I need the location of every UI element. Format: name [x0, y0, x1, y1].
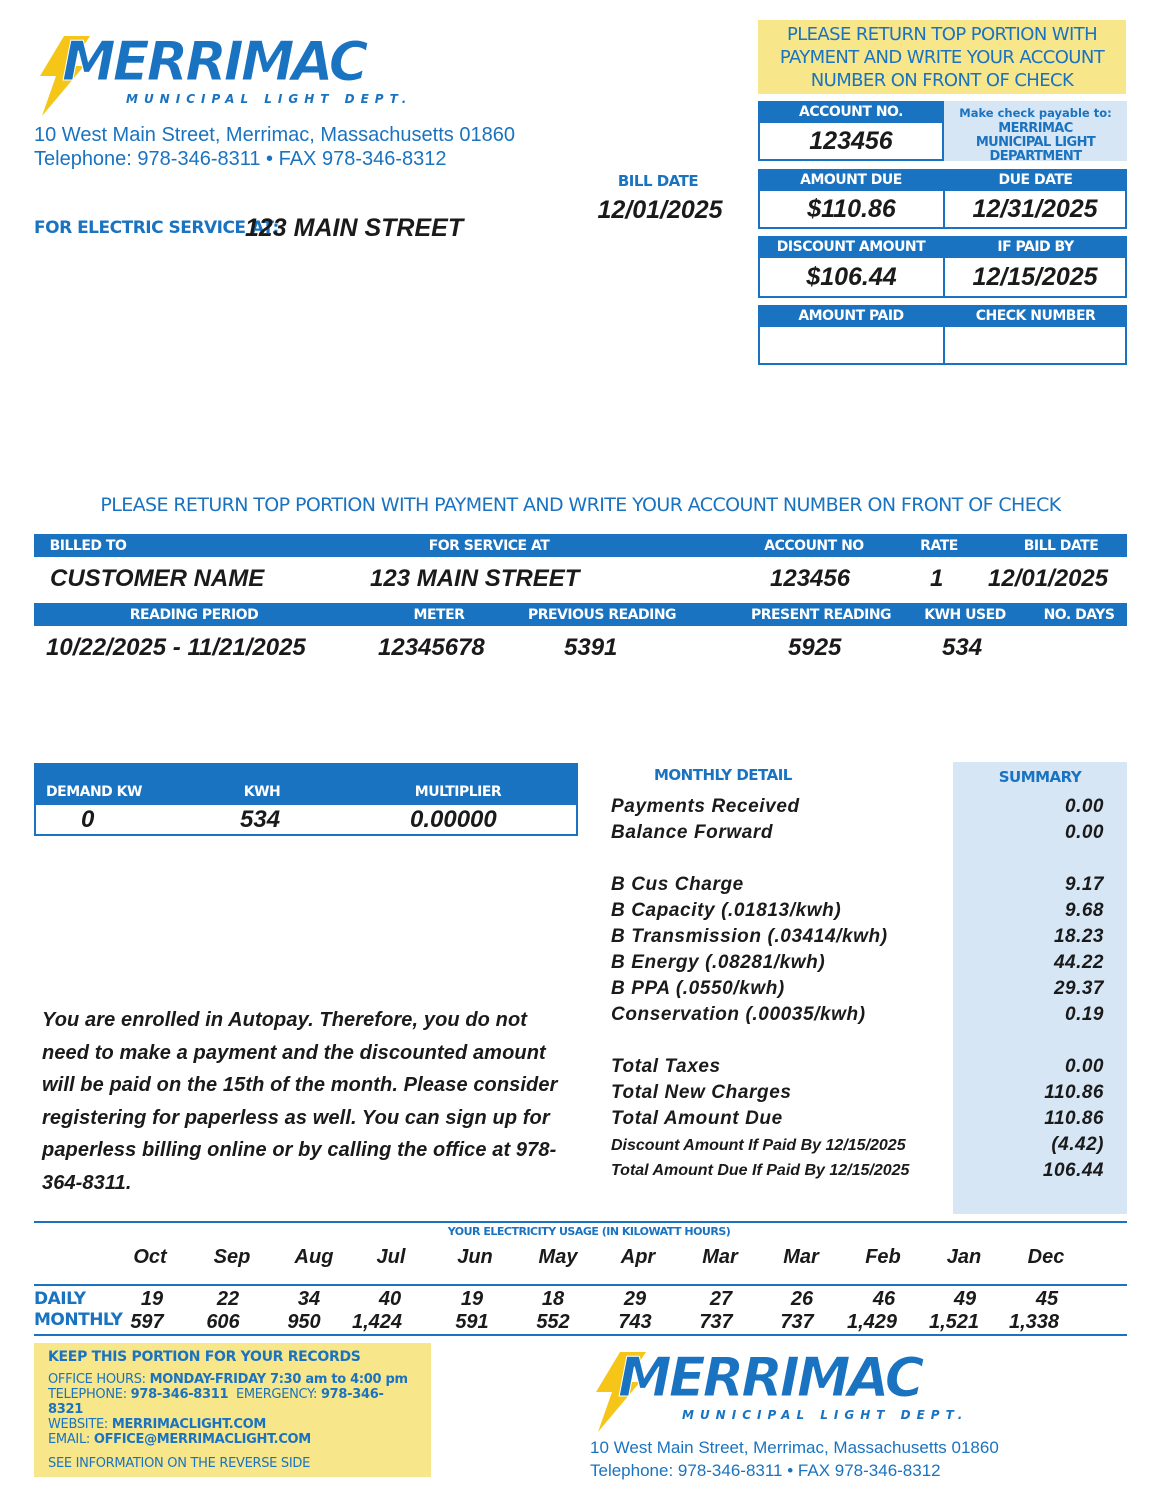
service-address: 123 MAIN STREET [245, 214, 464, 242]
usage-daily-value: 40 [378, 1288, 402, 1310]
detail-label-ppa: B PPA (.0550/kwh) [611, 978, 785, 999]
reading-header-row [34, 603, 1127, 626]
return-notice: PLEASE RETURN TOP PORTION WITH PAYMENT AND WRITE YOUR ACCOUNT NUMBER ON FRONT OF CHECK [100, 494, 1061, 516]
detail-label-total-due: Total Amount Due [611, 1108, 783, 1129]
office-hours-line [48, 1372, 417, 1387]
usage-monthly-value: 743 [618, 1311, 652, 1333]
usage-monthly-value: 1,338 [1008, 1311, 1060, 1333]
amount-paid-field[interactable] [760, 327, 945, 363]
detail-amount-cus-charge: 9.17 [1065, 874, 1104, 895]
check-number-label: CHECK NUMBER [975, 308, 1096, 324]
records-title: KEEP THIS PORTION FOR YOUR RECORDS [48, 1349, 361, 1365]
footer-address: 10 West Main Street, Merrimac, Massachusetts 01860 [590, 1438, 999, 1457]
footer-logo [590, 1346, 970, 1430]
detail-label-discount: Discount Amount If Paid By 12/15/2025 [611, 1137, 906, 1154]
detail-label-taxes: Total Taxes [611, 1056, 721, 1077]
reading-period-header: READING PERIOD [129, 606, 259, 623]
emergency-label: EMERGENCY: [235, 1387, 318, 1402]
usage-top-rule [34, 1221, 1127, 1223]
account-no-label: ACCOUNT NO. [799, 104, 903, 120]
detail-amount-total-due: 110.86 [1044, 1108, 1104, 1129]
footer-logo-subtitle: MUNICIPAL LIGHT DEPT. [682, 1408, 969, 1422]
amount-due-header [758, 169, 1127, 191]
meter-number: 12345678 [378, 634, 485, 661]
usage-daily-value: 45 [1035, 1288, 1059, 1310]
reading-values-row [34, 632, 1127, 666]
check-number-field[interactable] [945, 327, 1125, 363]
usage-monthly-value: 606 [206, 1311, 240, 1333]
billing-bill-date: 12/01/2025 [988, 565, 1109, 592]
if-paid-label: IF PAID BY [997, 239, 1074, 255]
usage-daily-value: 49 [953, 1288, 977, 1310]
detail-label-payments: Payments Received [611, 796, 800, 817]
usage-month: Mar [702, 1246, 738, 1268]
bill-date-label: BILL DATE [617, 172, 699, 190]
detail-amount-discount: (4.42) [1051, 1134, 1104, 1155]
usage-month: Oct [133, 1246, 167, 1268]
payable-name: MERRIMAC MUNICIPAL LIGHT DEPARTMENT [975, 121, 1096, 164]
usage-month: Feb [865, 1246, 901, 1268]
usage-month: Apr [620, 1246, 656, 1268]
demand-header-row [34, 763, 578, 805]
usage-daily-value: 29 [623, 1288, 647, 1310]
usage-monthly-value: 597 [130, 1311, 164, 1333]
detail-amount-transmission: 18.23 [1053, 926, 1104, 947]
discount-label: DISCOUNT AMOUNT [776, 239, 926, 255]
usage-month: Jun [457, 1246, 493, 1268]
usage-daily-row [0, 1288, 1160, 1312]
kwh-header: KWH [243, 784, 281, 800]
company-phone: Telephone: 978-346-8311 • FAX 978-346-8312 [34, 148, 447, 170]
service-label: FOR ELECTRIC SERVICE AT: [34, 218, 279, 238]
discount-value: $106.44 [806, 262, 897, 291]
office-hours-value: MONDAY-FRIDAY 7:30 am to 4:00 pm [149, 1372, 408, 1387]
usage-monthly-value: 737 [780, 1311, 814, 1333]
due-date-label: DUE DATE [998, 172, 1073, 188]
amount-paid-header [758, 305, 1127, 327]
telephone-value: 978-346-8311 [130, 1387, 229, 1402]
detail-label-new-charges: Total New Charges [611, 1082, 792, 1103]
if-paid-value: 12/15/2025 [972, 262, 1098, 291]
company-address: 10 West Main Street, Merrimac, Massachusetts 01860 [34, 124, 515, 146]
detail-amount-taxes: 0.00 [1065, 1056, 1104, 1077]
office-hours-label: OFFICE HOURS: [48, 1372, 146, 1387]
account-no-col-header: ACCOUNT NO [764, 537, 864, 554]
account-no-box [758, 121, 944, 161]
detail-amount-ppa: 29.37 [1053, 978, 1104, 999]
present-reading: 5925 [788, 634, 842, 661]
usage-month: Mar [783, 1246, 819, 1268]
billed-to-header: BILLED TO [49, 537, 127, 554]
detail-amount-conservation: 0.19 [1065, 1004, 1104, 1025]
customer-name: CUSTOMER NAME [50, 565, 265, 592]
usage-daily-value: 18 [541, 1288, 565, 1310]
discount-box [758, 256, 1127, 298]
logo-subtitle: MUNICIPAL LIGHT DEPT. [126, 92, 413, 106]
amount-due-label: AMOUNT DUE [800, 172, 902, 188]
usage-daily-label: DAILY [34, 1289, 86, 1309]
detail-label-capacity: B Capacity (.01813/kwh) [611, 900, 842, 921]
stub-notice [758, 20, 1126, 94]
usage-monthly-value: 1,521 [928, 1311, 980, 1333]
usage-month: Sep [213, 1246, 251, 1268]
usage-month: Jul [376, 1246, 406, 1268]
reverse-side-note: SEE INFORMATION ON THE REVERSE SIDE [48, 1456, 311, 1471]
demand-kw-header: DEMAND KW [46, 784, 142, 800]
usage-monthly-value: 950 [287, 1311, 321, 1333]
detail-label-transmission: B Transmission (.03414/kwh) [611, 926, 888, 947]
usage-daily-value: 19 [460, 1288, 484, 1310]
website-label: WEBSITE: [48, 1417, 108, 1432]
autopay-message: You are enrolled in Autopay. Therefore, you do not need to make a payment and the discounted amount will be paid on the 15th of the month. Please consider registering for paperless as well. You can sign up for paperless billing online or by calling the office at 978-364-8311. [42, 1009, 558, 1194]
detail-amount-total-if-paid: 106.44 [1042, 1160, 1104, 1181]
detail-amount-payments: 0.00 [1065, 796, 1104, 817]
previous-reading-header: PREVIOUS READING [527, 606, 677, 623]
account-no-header [758, 101, 944, 123]
email-link[interactable]: OFFICE@MERRIMACLIGHT.COM [93, 1432, 311, 1447]
demand-values-row [34, 805, 578, 836]
usage-title: YOUR ELECTRICITY USAGE (IN KILOWATT HOURS) [447, 1225, 731, 1238]
usage-daily-value: 26 [790, 1288, 814, 1310]
usage-monthly-value: 737 [699, 1311, 733, 1333]
amount-paid-box[interactable] [758, 325, 1127, 365]
payable-box [944, 101, 1127, 164]
email-line [48, 1432, 417, 1447]
usage-daily-value: 22 [216, 1288, 240, 1310]
present-reading-header: PRESENT READING [750, 606, 892, 623]
usage-monthly-value: 1,429 [846, 1311, 898, 1333]
website-link[interactable]: MERRIMACLIGHT.COM [111, 1417, 266, 1432]
usage-monthly-label: MONTHLY [34, 1310, 123, 1330]
rate-header: RATE [920, 537, 958, 554]
footer-phone: Telephone: 978-346-8311 • FAX 978-346-8312 [590, 1461, 941, 1480]
usage-monthly-value: 591 [455, 1311, 489, 1333]
detail-amount-new-charges: 110.86 [1044, 1082, 1104, 1103]
usage-mid-rule [34, 1284, 1127, 1286]
no-days-header: NO. DAYS [1043, 606, 1115, 623]
detail-label-energy: B Energy (.08281/kwh) [611, 952, 826, 973]
detail-label-conservation: Conservation (.00035/kwh) [611, 1004, 866, 1025]
billing-header-row [34, 534, 1127, 557]
billing-values-row [34, 563, 1127, 597]
usage-months-row [0, 1246, 1160, 1272]
amount-paid-label: AMOUNT PAID [798, 308, 904, 324]
usage-bottom-rule [34, 1334, 1127, 1336]
amount-due-value: $110.86 [807, 194, 896, 223]
usage-daily-value: 27 [709, 1288, 733, 1310]
detail-amount-balance: 0.00 [1065, 822, 1104, 843]
billing-service-address: 123 MAIN STREET [370, 565, 580, 592]
detail-amount-capacity: 9.68 [1065, 900, 1104, 921]
usage-monthly-value: 552 [536, 1311, 570, 1333]
demand-kwh-value: 534 [240, 806, 281, 833]
bill-date-col-header: BILL DATE [1023, 537, 1099, 554]
website-line [48, 1417, 417, 1432]
footer-logo-wordmark: MERRIMAC [618, 1346, 922, 1409]
discount-header [758, 236, 1127, 258]
usage-month: Dec [1027, 1246, 1065, 1268]
summary-title: SUMMARY [998, 768, 1082, 786]
amount-due-box [758, 189, 1127, 229]
kwh-used-header: KWH USED [924, 606, 1006, 623]
logo-wordmark: MERRIMAC [62, 30, 366, 93]
reading-period: 10/22/2025 - 11/21/2025 [46, 634, 306, 661]
usage-monthly-row [0, 1311, 1160, 1335]
meter-header: METER [413, 606, 465, 623]
emergency-value: 978-346-8321 [48, 1387, 384, 1417]
service-at-header: FOR SERVICE AT [428, 537, 550, 554]
detail-label-total-if-paid: Total Amount Due If Paid By 12/15/2025 [611, 1162, 910, 1179]
kwh-used: 534 [942, 634, 983, 661]
records-box [34, 1343, 431, 1477]
due-date-value: 12/31/2025 [972, 194, 1098, 223]
detail-label-balance: Balance Forward [611, 822, 774, 843]
usage-month: May [538, 1246, 578, 1268]
email-label: EMAIL: [48, 1432, 90, 1447]
payable-label: Make check payable to: [959, 106, 1112, 120]
usage-month: Aug [294, 1246, 334, 1268]
telephone-line [48, 1387, 417, 1417]
usage-daily-value: 34 [297, 1288, 321, 1310]
stub-notice-text: PLEASE RETURN TOP PORTION WITH PAYMENT AND WRITE YOUR ACCOUNT NUMBER ON FRONT OF CHECK [779, 23, 1105, 91]
usage-month: Jan [946, 1246, 982, 1268]
billing-rate: 1 [930, 565, 944, 592]
detail-amount-energy: 44.22 [1053, 952, 1104, 973]
detail-label-cus-charge: B Cus Charge [611, 874, 744, 895]
account-no-value: 123456 [809, 126, 893, 155]
bill-date-value: 12/01/2025 [597, 196, 723, 224]
multiplier-header: MULTIPLIER [414, 784, 502, 800]
usage-daily-value: 46 [872, 1288, 896, 1310]
telephone-label: TELEPHONE: [48, 1387, 127, 1402]
usage-monthly-value: 1,424 [351, 1311, 403, 1333]
billing-account-no: 123456 [770, 565, 851, 592]
monthly-detail-title: MONTHLY DETAIL [654, 766, 792, 784]
usage-daily-value: 19 [140, 1288, 164, 1310]
previous-reading: 5391 [564, 634, 618, 661]
multiplier-value: 0.00000 [410, 806, 497, 833]
header-logo [34, 30, 414, 114]
demand-kw-value: 0 [81, 806, 95, 833]
